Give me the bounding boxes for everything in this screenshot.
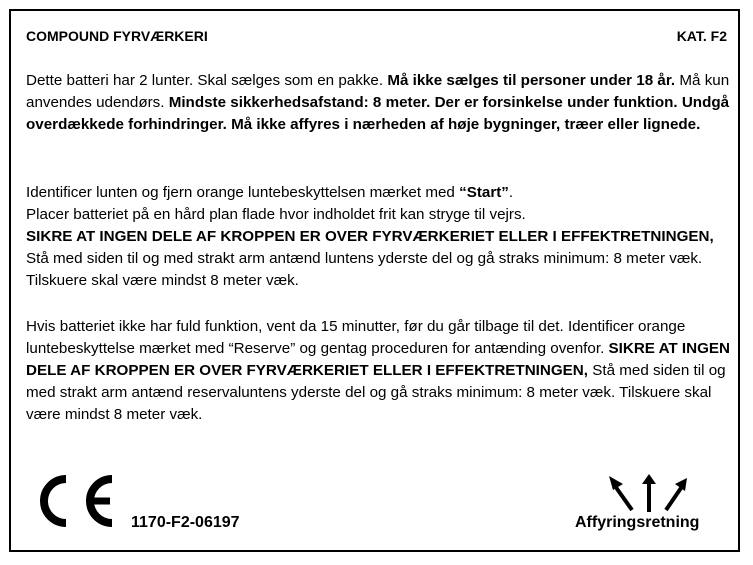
- product-code: 1170-F2-06197: [131, 514, 240, 531]
- text-segment: Dette batteri har 2 lunter. Skal sælges som en pakke.: [26, 72, 388, 89]
- text-segment: Må kun anvendes udendørs.: [26, 72, 730, 111]
- bold-segment: Må ikke sælges til personer under 18 år.: [387, 72, 676, 89]
- text-segment: .: [508, 184, 514, 201]
- paragraph-warnings: [26, 70, 738, 136]
- bold-segment: SIKRE AT INGEN DELE AF KROPPEN ER OVER FYRVÆRKERIET ELLER I EFFEKTRETNINGEN,: [26, 340, 731, 379]
- text-segment: Stå med siden til og med strakt arm antænd reservaluntens yderste del og gå straks minimum: 8 meter væk. Tilskuere skal være mindst 8 meter væk.: [26, 362, 726, 423]
- bold-segment: “Start”: [459, 184, 509, 201]
- ce-mark-icon: [30, 471, 120, 531]
- text-segment: Stå med siden til og med strakt arm antænd luntens yderste del og gå straks minimum: 8 meter væk. Tilskuere skal være mindst 8 meter væk.: [26, 250, 703, 289]
- paragraph-reserve: [26, 316, 738, 426]
- bold-segment: SIKRE AT INGEN DELE AF KROPPEN ER OVER FYRVÆRKERIET ELLER I EFFEKTRETNINGEN,: [26, 228, 714, 245]
- category-label: KAT. F2: [676, 28, 727, 44]
- text-segment: Hvis batteriet ikke har fuld funktion, vent da 15 minutter, før du går tilbage til det. Identificer orange luntebeskyttelse mærket med “Reserve” og gentag proceduren for antænding ovenfor.: [26, 318, 686, 357]
- firing-direction-arrows-icon: [605, 470, 695, 514]
- brand-title: COMPOUND FYRVÆRKERI: [26, 28, 208, 44]
- firing-direction-label: Affyringsretning: [575, 514, 700, 531]
- bold-segment: Mindste sikkerhedsafstand: 8 meter. Der er forsinkelse under funktion. Undgå overdækkede forhindringer. Må ikke affyres i nærheden af høje bygninger, træer eller lignede.: [26, 94, 730, 133]
- text-segment: Placer batteriet på en hård plan flade hvor indholdet frit kan stryge til vejrs.: [26, 206, 526, 223]
- paragraph-instructions: [26, 182, 738, 292]
- text-segment: Identificer lunten og fjern orange luntebeskyttelsen mærket med: [26, 184, 460, 201]
